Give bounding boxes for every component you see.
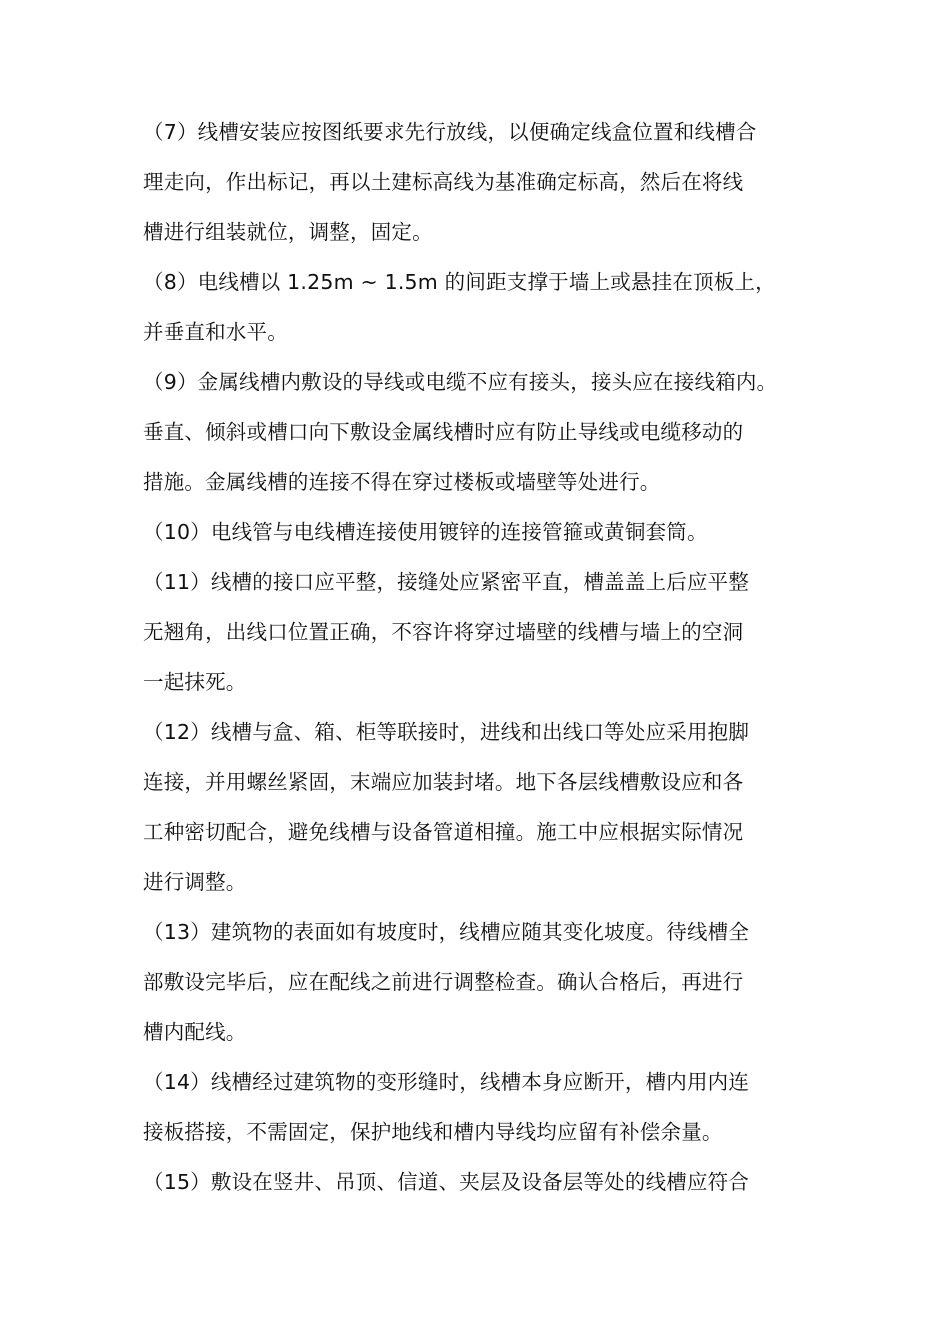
text-line: 理走向，作出标记，再以土建标高线为基准确定标高，然后在将线 [143, 170, 744, 194]
text-line: 部敷设完毕后，应在配线之前进行调整检查。确认合格后，再进行 [143, 970, 744, 994]
text-line: 无翘角，出线口位置正确，不容许将穿过墙壁的线槽与墙上的空洞 [143, 620, 744, 644]
text-line: （11）线槽的接口应平整，接缝处应紧密平直，槽盖盖上后应平整 [143, 570, 750, 594]
document-body [143, 107, 823, 1207]
text-line: （13）建筑物的表面如有坡度时，线槽应随其变化坡度。待线槽全 [143, 920, 750, 944]
text-line: （15）敷设在竖井、吊顶、信道、夹层及设备层等处的线槽应符合 [143, 1170, 750, 1194]
text-line: 接板搭接，不需固定，保护地线和槽内导线均应留有补偿余量。 [143, 1120, 723, 1144]
text-line: 槽内配线。 [143, 1020, 247, 1044]
text-line: 连接，并用螺丝紧固，末端应加装封堵。地下各层线槽敷设应和各 [143, 770, 744, 794]
text-line: 工种密切配合，避免线槽与设备管道相撞。施工中应根据实际情况 [143, 820, 744, 844]
text-line: （8）电线槽以 1.25m ~ 1.5m 的间距支撑于墙上或悬挂在顶板上， [143, 270, 776, 294]
text-line: （7）线槽安装应按图纸要求先行放线，以便确定线盒位置和线槽合 [143, 120, 757, 144]
text-line: 槽进行组装就位，调整，固定。 [143, 220, 433, 244]
text-line: （10）电线管与电线槽连接使用镀锌的连接管箍或黄铜套筒。 [143, 520, 708, 544]
text-line: 垂直、倾斜或槽口向下敷设金属线槽时应有防止导线或电缆移动的 [143, 420, 744, 444]
text-line: （9）金属线槽内敷设的导线或电缆不应有接头，接头应在接线箱内。 [143, 370, 778, 394]
text-line: 一起抹死。 [143, 670, 247, 694]
text-line: （14）线槽经过建筑物的变形缝时，线槽本身应断开，槽内用内连 [143, 1070, 750, 1094]
text-line: （12）线槽与盒、箱、柜等联接时，进线和出线口等处应采用抱脚 [143, 720, 750, 744]
text-line: 进行调整。 [143, 870, 247, 894]
text-line: 措施。金属线槽的连接不得在穿过楼板或墙壁等处进行。 [143, 470, 661, 494]
text-line: 并垂直和水平。 [143, 320, 288, 344]
